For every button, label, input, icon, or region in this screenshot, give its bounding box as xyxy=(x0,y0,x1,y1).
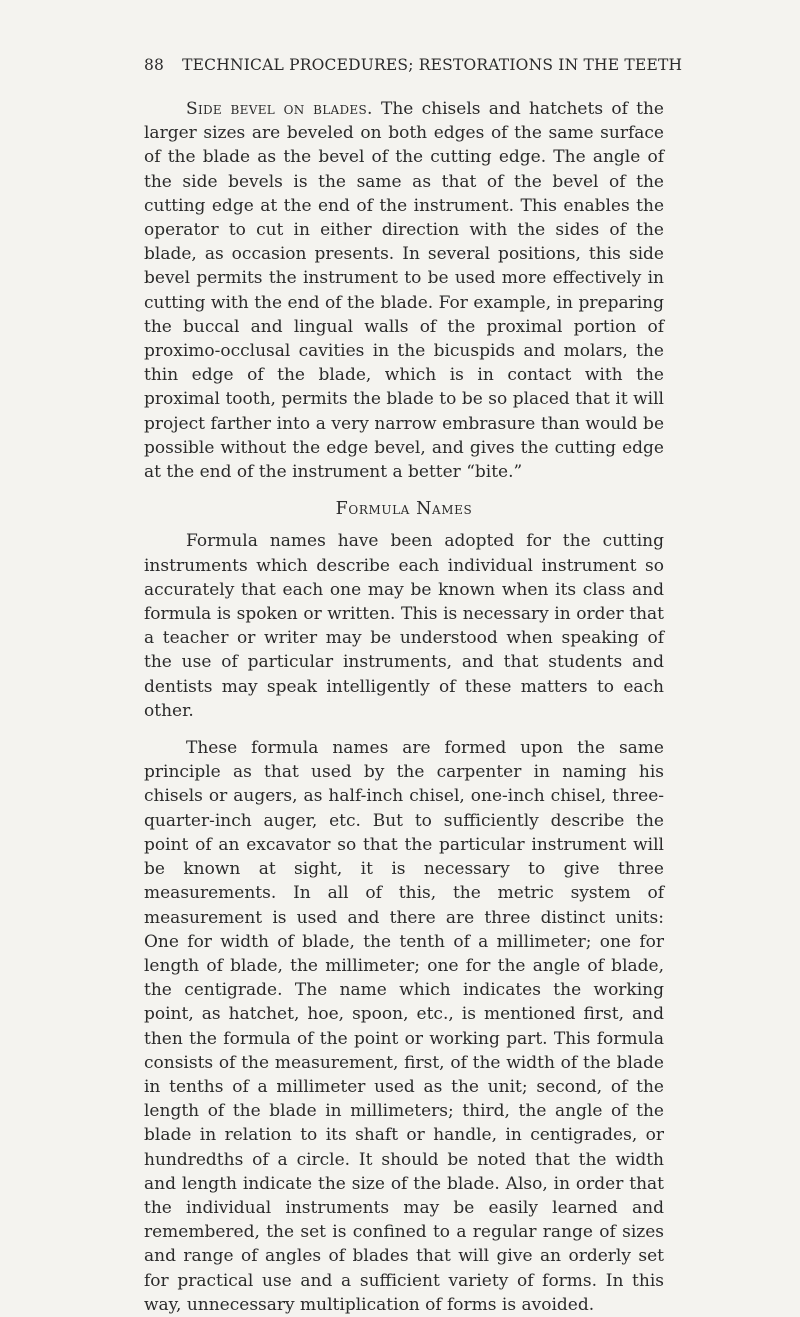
page-number: 88 xyxy=(144,56,165,74)
section-heading: Formula Names xyxy=(335,499,473,520)
running-title: TECHNICAL PROCEDURES; RESTORATIONS IN THE TEETH xyxy=(182,56,683,74)
paragraph-body: The chisels and hatchets of the larger sizes are beveled on both edges of the same surface of the blade as the bevel of the cutting edge. The angle of the side bevels is the same as that of the bevel of the cutting edge at the end of the instrument. This enables the operator to cut in either direction with the sides of the blade, as occasion presents. In several positions, this side bevel permits the instrument to be used more effectively in cutting with the end of the blade. For example, in preparing the buccal and lingual walls of the proximal portion of proximo-occlusal cavities in the bicuspids and molars, the thin edge of the blade, which is in contact with the proximal tooth, permits the blade to be so placed that it will project farther into a very narrow embrasure than would be possible without the edge bevel, and gives the cutting edge at the end of the instrument a better “bite.” xyxy=(144,99,664,483)
paragraph-formula-details: These formula names are formed upon the same principle as that used by the carpenter in naming his chisels or augers, as half-inch chisel, one-inch chisel, three-quarter-inch auger, etc. But to sufficiently describe the point of an excavator so that the particular instrument will be known at sight, it is necessary to give three measurements. In all of this, the metric system of measurement is used and there are three distinct units: One for width of blade, the tenth of a millimeter; one for length of blade, the millimeter; one for the angle of blade, the centigrade. The name which indicates the working point, as hatchet, hoe, spoon, etc., is mentioned first, and then the formula of the point or working part. This formula consists of the measurement, first, of the width of the blade in tenths of a millimeter used as the unit; second, of the length of the blade in millimeters; third, the angle of the blade in relation to its shaft or handle, in centigrades, or hundredths of a circle. It should be noted that the width and length indicate the size of the blade. Also, in order that the individual instruments may be easily learned and remembered, the set is confined to a regular range of sizes and range of angles of blades that will give an orderly set for practical use and a sufficient variety of forms. In this way, unnecessary multiplication of forms is avoided. xyxy=(144,738,664,1315)
paragraph-side-bevel xyxy=(144,97,664,484)
running-head xyxy=(144,56,683,78)
run-in-heading: Side bevel on blades. xyxy=(186,99,373,119)
paragraph-formula-intro: Formula names have been adopted for the cutting instruments which describe each individual instrument so accurately that each one may be known when its class and formula is spoken or written. This is necessary in order that a teacher or writer may be understood when speaking of the use of particular instruments, and that students and dentists may speak intelligently of these matters to each other. xyxy=(144,531,664,721)
text-block xyxy=(144,97,664,1317)
